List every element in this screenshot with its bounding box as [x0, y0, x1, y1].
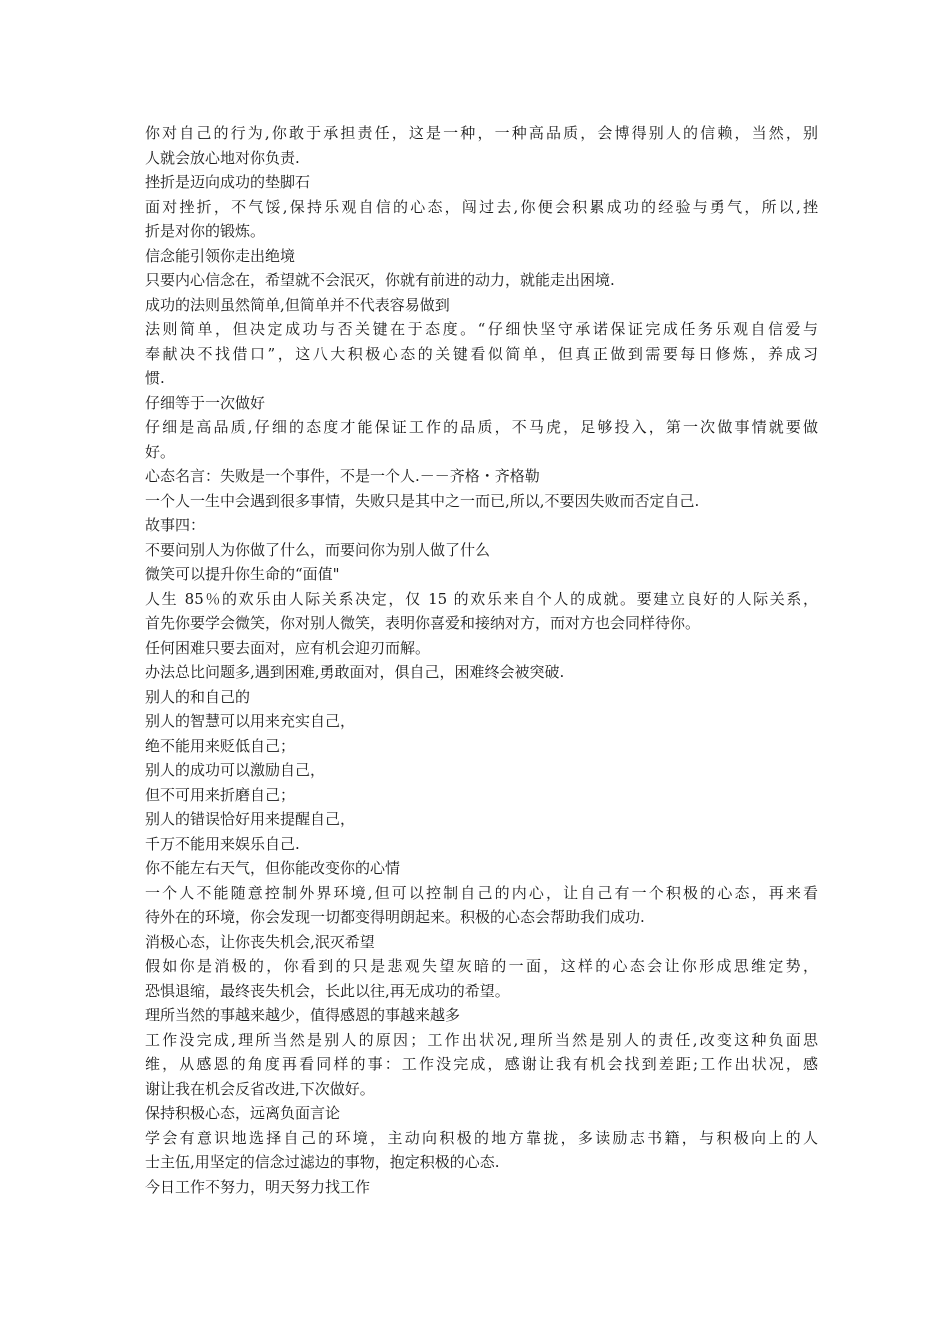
text-line: 别人的智慧可以用来充实自己，	[145, 712, 356, 730]
text-line: 绝不能用来贬低自己；	[145, 736, 296, 755]
text-line: 仔细等于一次做好	[145, 393, 266, 412]
text-line: 士主伍,用坚定的信念过滤边的事物，抱定积极的心态.	[145, 1153, 500, 1171]
text-line: 你对自己的行为,你敢于承担责任，这是一种，一种高品质，会博得别人的信赖，当然，别	[145, 124, 818, 142]
text-line: 恐惧退缩，最终丧失机会，长此以往,再无成功的希望。	[145, 981, 510, 1000]
text-line: 人就会放心地对你负责.	[145, 148, 300, 167]
document-body	[145, 121, 818, 1199]
text-line: 信念能引领你走出绝境	[145, 246, 296, 265]
text-line: 学会有意识地选择自己的环境，主动向积极的地方靠拢，多读励志书籍，与积极向上的人	[145, 1128, 818, 1147]
text-line: 谢让我在机会反省改进,下次做好。	[145, 1079, 375, 1098]
text-line: 仔细是高品质,仔细的态度才能保证工作的品质，不马虎，足够投入，第一次做事情就要做	[145, 418, 818, 436]
text-line: 折是对你的锻炼。	[145, 222, 266, 240]
text-line: 法则简单，但决定成功与否关键在于态度。“仔细快坚守承诺保证完成任务乐观自信爱与	[145, 320, 818, 338]
text-line: 工作没完成,理所当然是别人的原因；工作出状况,理所当然是别人的责任,改变这种负面思	[145, 1030, 818, 1049]
text-line: 一个人一生中会遇到很多事情，失败只是其中之一而已,所以,不要因失败而否定自己.	[145, 491, 700, 510]
text-line: 人生 85％的欢乐由人际关系决定，仅 15 的欢乐来自个人的成就。要建立良好的人际关系，	[145, 589, 818, 608]
text-line: 千万不能用来娱乐自己.	[145, 834, 300, 853]
text-line: 别人的错误恰好用来提醒自己，	[145, 810, 356, 828]
text-line: 待外在的环境，你会发现一切都变得明朗起来。积极的心态会帮助我们成功.	[145, 908, 645, 926]
text-line: 故事四：	[145, 516, 206, 534]
text-line: 心态名言：失败是一个事件，不是一个人.－－齐格・齐格勒	[145, 467, 540, 485]
text-line: 只要内心信念在，希望就不会泯灭，你就有前进的动力，就能走出困境.	[145, 271, 615, 289]
text-line: 首先你要学会微笑，你对别人微笑，表明你喜爱和接纳对方，而对方也会同样待你。	[145, 614, 701, 632]
text-line: 别人的成功可以激励自己，	[145, 761, 326, 779]
text-line: 但不可用来折磨自己；	[145, 785, 296, 804]
text-line: 奉献决不找借口”，这八大积极心态的关键看似简单，但真正做到需要每日修炼，养成习	[145, 344, 818, 363]
text-line: 别人的和自己的	[145, 687, 251, 706]
text-line: 你不能左右天气，但你能改变你的心情	[145, 859, 401, 877]
text-line: 理所当然的事越来越少，值得感恩的事越来越多	[145, 1006, 461, 1024]
text-line: 保持积极心态，远离负面言论	[145, 1104, 341, 1122]
text-line: 办法总比问题多,遇到困难,勇敢面对，俱自己，困难终会被突破.	[145, 663, 565, 681]
text-line: 假如你是消极的，你看到的只是悲观失望灰暗的一面，这样的心态会让你形成思维定势，	[145, 957, 818, 975]
text-line: 惯.	[145, 369, 165, 387]
text-line: 面对挫折，不气馁,保持乐观自信的心态，闯过去,你便会积累成功的经验与勇气，所以,挫	[145, 197, 818, 216]
text-line: 今日工作不努力，明天努力找工作	[145, 1177, 371, 1196]
text-line: 一个人不能随意控制外界环境,但可以控制自己的内心，让自己有一个积极的心态，再来看	[145, 883, 818, 902]
text-line: 挫折是迈向成功的垫脚石	[145, 173, 311, 191]
text-line: 消极心态，让你丧失机会,泯灭希望	[145, 932, 375, 951]
text-line: 任何困难只要去面对，应有机会迎刃而解。	[145, 638, 431, 657]
text-line: 好。	[145, 442, 176, 461]
text-line: 微笑可以提升你生命的“面值"	[145, 565, 340, 583]
text-line: 不要问别人为你做了什么，而要问你为别人做了什么	[145, 540, 491, 559]
text-line: 维，从感恩的角度再看同样的事：工作没完成，感谢让我有机会找到差距;工作出状况，感	[145, 1055, 818, 1073]
text-line: 成功的法则虽然简单,但简单并不代表容易做到	[145, 295, 450, 314]
